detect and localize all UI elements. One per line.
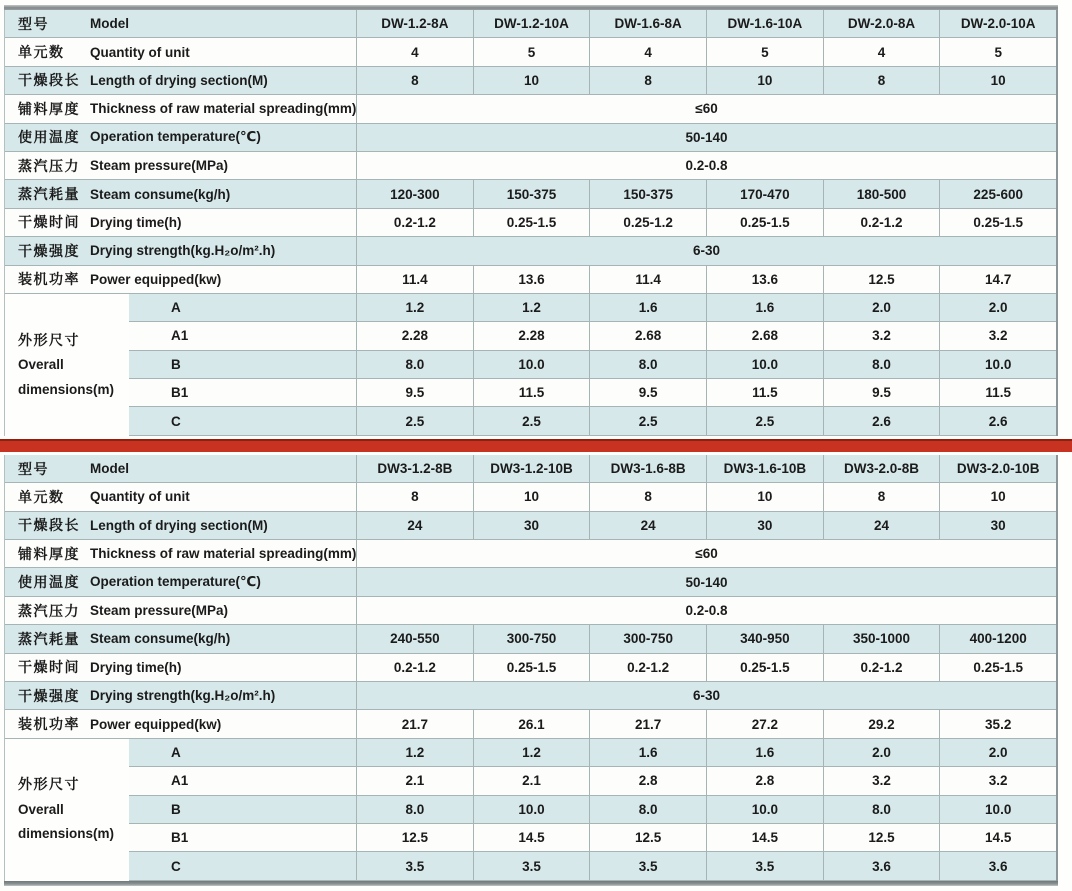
cell-value: 24: [823, 512, 940, 539]
dimension-sub-label: B1: [171, 830, 189, 846]
cell-value: DW3-2.0-8B: [823, 455, 940, 482]
cell-value-span: 6-30: [356, 682, 1056, 709]
dimension-rows: [129, 739, 1056, 881]
row-label-en: Thickness of raw material spreading(mm): [90, 546, 356, 562]
dimension-sub-label: C: [171, 413, 181, 429]
row-label-en: Operation temperature(℃): [90, 574, 261, 590]
dimension-row: [129, 824, 1056, 852]
cell-value: 180-500: [823, 180, 940, 207]
cell-value: 0.2-1.2: [356, 209, 473, 236]
row-label-zh: 干燥段长: [18, 72, 80, 89]
table-row: [5, 180, 1056, 208]
cell-value: 1.2: [356, 294, 473, 321]
cell-value: 2.6: [939, 407, 1056, 434]
cell-value: 10: [706, 67, 823, 94]
row-label-zh: 装机功率: [18, 271, 80, 288]
row-label: [5, 455, 356, 482]
cell-value: 14.5: [473, 824, 590, 851]
spec-table-series-b: [4, 455, 1058, 886]
cell-value: 3.2: [939, 767, 1056, 794]
row-label: [5, 568, 356, 595]
row-label-zh: 蒸汽耗量: [18, 186, 80, 203]
cell-value: 27.2: [706, 710, 823, 737]
row-label-en: Steam consume(kg/h): [90, 186, 231, 202]
cell-value: 11.4: [589, 266, 706, 293]
cell-value: 10.0: [706, 351, 823, 378]
cell-value: 2.68: [589, 322, 706, 349]
cell-value: 2.0: [823, 739, 940, 766]
cell-value: 0.25-1.5: [706, 209, 823, 236]
dimensions-label-en-line2: dimensions(m): [18, 381, 115, 397]
cell-value: 2.8: [589, 767, 706, 794]
cell-value: 5: [939, 38, 1056, 65]
table-row: [5, 654, 1056, 682]
table-b-bottom-border: [4, 881, 1058, 886]
cell-value: 9.5: [823, 379, 940, 406]
cell-value: 5: [473, 38, 590, 65]
cell-value: 4: [356, 38, 473, 65]
dimensions-block: [5, 294, 1056, 436]
dimensions-label-en-line1: Overall: [18, 801, 64, 817]
cell-value: 8.0: [356, 351, 473, 378]
cell-value: 8: [823, 483, 940, 510]
row-label: [5, 483, 356, 510]
row-label-zh: 蒸汽耗量: [18, 630, 80, 647]
cell-value: 10.0: [939, 796, 1056, 823]
row-label-zh: 干燥强度: [18, 687, 80, 704]
row-label-zh: 干燥时间: [18, 659, 80, 676]
cell-value: 120-300: [356, 180, 473, 207]
row-label: [5, 180, 356, 207]
dimension-row: [129, 767, 1056, 795]
table-row: [5, 710, 1056, 738]
row-label-en: Drying strength(kg.H₂o/m².h): [90, 688, 276, 704]
row-label: [5, 625, 356, 652]
cell-value: 0.25-1.5: [939, 654, 1056, 681]
dimension-sub-label: B: [171, 356, 181, 372]
cell-value: 3.6: [823, 852, 940, 879]
cell-value: 0.2-1.2: [356, 654, 473, 681]
dimension-row: [129, 407, 1056, 435]
cell-value: 13.6: [473, 266, 590, 293]
table-row: [5, 682, 1056, 710]
dimension-sub-label: A: [171, 300, 181, 316]
cell-value: 4: [823, 38, 940, 65]
cell-value: 1.6: [706, 739, 823, 766]
cell-value: 10: [939, 483, 1056, 510]
row-label-en: Steam pressure(MPa): [90, 603, 229, 618]
cell-value: 24: [356, 512, 473, 539]
cell-value: 0.25-1.5: [473, 654, 590, 681]
cell-value: 1.2: [356, 739, 473, 766]
cell-value: DW3-1.2-8B: [356, 455, 473, 482]
cell-value: 21.7: [589, 710, 706, 737]
cell-value: 2.68: [706, 322, 823, 349]
cell-value: 10.0: [939, 351, 1056, 378]
spec-table-b-rows: [4, 455, 1058, 881]
dimension-rows: [129, 294, 1056, 436]
table-row: [5, 10, 1056, 38]
cell-value: 3.5: [706, 852, 823, 879]
table-row: [5, 124, 1056, 152]
dimension-row: [129, 739, 1056, 767]
table-row: [5, 266, 1056, 294]
cell-value: 150-375: [473, 180, 590, 207]
cell-value: 0.25-1.5: [939, 209, 1056, 236]
cell-value-span: 0.2-0.8: [356, 597, 1056, 624]
cell-value: 11.5: [939, 379, 1056, 406]
cell-value: DW-2.0-8A: [823, 10, 940, 37]
cell-value: 21.7: [356, 710, 473, 737]
cell-value: 8: [589, 483, 706, 510]
cell-value: 2.28: [473, 322, 590, 349]
cell-value: DW3-2.0-10B: [939, 455, 1056, 482]
cell-value: 3.5: [589, 852, 706, 879]
cell-value: 9.5: [589, 379, 706, 406]
cell-value-span: 50-140: [356, 568, 1056, 595]
cell-value: 2.5: [473, 407, 590, 434]
row-label-en: Model: [90, 461, 129, 477]
row-label-zh: 干燥段长: [18, 517, 80, 534]
dimension-row: [129, 796, 1056, 824]
table-row: [5, 67, 1056, 95]
cell-value-span: 0.2-0.8: [356, 152, 1056, 179]
cell-value: 26.1: [473, 710, 590, 737]
cell-value: 10: [939, 67, 1056, 94]
row-label-zh: 型号: [18, 460, 49, 477]
cell-value: 9.5: [356, 379, 473, 406]
row-label: [5, 209, 356, 236]
table-row: [5, 597, 1056, 625]
cell-value: 1.2: [473, 739, 590, 766]
cell-value: 4: [589, 38, 706, 65]
row-label-zh: 单元数: [18, 488, 65, 505]
table-row: [5, 152, 1056, 180]
cell-value: 340-950: [706, 625, 823, 652]
row-label-zh: 使用温度: [18, 574, 80, 591]
row-label-zh: 使用温度: [18, 129, 80, 146]
dimension-row: [129, 852, 1056, 880]
dimension-row: [129, 322, 1056, 350]
cell-value: 11.4: [356, 266, 473, 293]
row-label-en: Length of drying section(M): [90, 72, 268, 88]
row-label-en: Drying time(h): [90, 659, 182, 675]
row-label: [5, 266, 356, 293]
dimension-row: [129, 351, 1056, 379]
row-label-en: Steam consume(kg/h): [90, 631, 231, 647]
row-label-zh: 蒸汽压力: [18, 602, 80, 619]
cell-value-span: 6-30: [356, 237, 1056, 264]
row-label: [5, 38, 356, 65]
table-row: [5, 540, 1056, 568]
cell-value: 0.2-1.2: [589, 654, 706, 681]
cell-value: 2.1: [356, 767, 473, 794]
dimension-sub-label: B1: [171, 385, 189, 401]
row-label: [5, 10, 356, 37]
cell-value: 24: [589, 512, 706, 539]
row-label-en: Steam pressure(MPa): [90, 158, 229, 174]
dimension-row: [129, 294, 1056, 322]
dimensions-label-zh: 外形尺寸: [18, 331, 80, 348]
cell-value: 12.5: [823, 266, 940, 293]
dimensions-label: [5, 739, 129, 881]
cell-value: 1.6: [706, 294, 823, 321]
cell-value: 11.5: [473, 379, 590, 406]
cell-value: 10: [473, 483, 590, 510]
cell-value: 8.0: [823, 796, 940, 823]
cell-value: 350-1000: [823, 625, 940, 652]
table-row: [5, 625, 1056, 653]
table-row: [5, 209, 1056, 237]
cell-value: 300-750: [589, 625, 706, 652]
red-divider: [0, 439, 1072, 452]
cell-value: 10: [706, 483, 823, 510]
cell-value: 13.6: [706, 266, 823, 293]
cell-value: 300-750: [473, 625, 590, 652]
cell-value: 30: [473, 512, 590, 539]
row-label: [5, 124, 356, 151]
cell-value: 35.2: [939, 710, 1056, 737]
cell-value: 2.6: [823, 407, 940, 434]
row-label-en: Drying time(h): [90, 214, 182, 230]
cell-value-span: ≤60: [356, 540, 1056, 567]
row-label: [5, 710, 356, 737]
cell-value: 3.5: [473, 852, 590, 879]
cell-value: 2.5: [706, 407, 823, 434]
cell-value: DW3-1.6-10B: [706, 455, 823, 482]
row-label-zh: 铺料厚度: [18, 545, 80, 562]
dimensions-label-en-line1: Overall: [18, 357, 64, 373]
cell-value: 29.2: [823, 710, 940, 737]
cell-value: 8: [589, 67, 706, 94]
cell-value: 14.5: [706, 824, 823, 851]
row-label-en: Model: [90, 16, 129, 32]
row-label: [5, 152, 356, 179]
row-label-zh: 铺料厚度: [18, 100, 80, 117]
cell-value: 11.5: [706, 379, 823, 406]
cell-value: 8: [356, 483, 473, 510]
cell-value: 10.0: [706, 796, 823, 823]
cell-value: 30: [939, 512, 1056, 539]
cell-value: 5: [706, 38, 823, 65]
row-label-en: Thickness of raw material spreading(mm): [90, 101, 356, 117]
table-row: [5, 568, 1056, 596]
dimensions-block: [5, 739, 1056, 881]
cell-value: 3.2: [939, 322, 1056, 349]
row-label: [5, 597, 356, 624]
cell-value: 14.5: [939, 824, 1056, 851]
row-label: [5, 95, 356, 122]
cell-value: 8: [823, 67, 940, 94]
table-row: [5, 512, 1056, 540]
row-label-en: Quantity of unit: [90, 44, 190, 60]
cell-value: DW3-1.6-8B: [589, 455, 706, 482]
cell-value: 0.25-1.5: [706, 654, 823, 681]
cell-value: 0.25-1.5: [473, 209, 590, 236]
row-label-zh: 单元数: [18, 44, 65, 61]
dimension-row: [129, 379, 1056, 407]
cell-value: 3.5: [356, 852, 473, 879]
cell-value: 0.2-1.2: [823, 209, 940, 236]
cell-value: 2.0: [939, 294, 1056, 321]
dimension-sub-label: A1: [171, 773, 189, 789]
table-row: [5, 95, 1056, 123]
cell-value: 2.28: [356, 322, 473, 349]
cell-value: DW3-1.2-10B: [473, 455, 590, 482]
cell-value: 8: [356, 67, 473, 94]
row-label: [5, 67, 356, 94]
cell-value: 2.5: [356, 407, 473, 434]
cell-value: 10.0: [473, 796, 590, 823]
row-label-zh: 装机功率: [18, 716, 80, 733]
dimensions-label: [5, 294, 129, 436]
cell-value: 1.6: [589, 739, 706, 766]
cell-value: 2.8: [706, 767, 823, 794]
cell-value: 0.25-1.2: [589, 209, 706, 236]
table-row: [5, 483, 1056, 511]
cell-value: 3.2: [823, 322, 940, 349]
cell-value: 14.7: [939, 266, 1056, 293]
cell-value: DW-1.2-10A: [473, 10, 590, 37]
row-label: [5, 512, 356, 539]
row-label: [5, 682, 356, 709]
row-label-en: Operation temperature(℃): [90, 129, 261, 145]
cell-value: 30: [706, 512, 823, 539]
row-label: [5, 654, 356, 681]
row-label-en: Length of drying section(M): [90, 517, 268, 533]
cell-value: 240-550: [356, 625, 473, 652]
cell-value: 225-600: [939, 180, 1056, 207]
cell-value: 3.6: [939, 852, 1056, 879]
cell-value: 400-1200: [939, 625, 1056, 652]
cell-value: 1.6: [589, 294, 706, 321]
cell-value: 10: [473, 67, 590, 94]
dimensions-label-zh: 外形尺寸: [18, 776, 80, 793]
cell-value: 8.0: [589, 796, 706, 823]
cell-value: 12.5: [356, 824, 473, 851]
cell-value: 2.5: [589, 407, 706, 434]
row-label-zh: 干燥时间: [18, 214, 80, 231]
cell-value: 3.2: [823, 767, 940, 794]
cell-value: 1.2: [473, 294, 590, 321]
cell-value: DW-2.0-10A: [939, 10, 1056, 37]
cell-value: DW-1.6-8A: [589, 10, 706, 37]
row-label-en: Power equipped(kw): [90, 271, 222, 287]
dimensions-label-en-line2: dimensions(m): [18, 826, 115, 842]
dimension-sub-label: B: [171, 801, 181, 817]
cell-value-span: 50-140: [356, 124, 1056, 151]
row-label-en: Power equipped(kw): [90, 716, 222, 732]
cell-value: 8.0: [589, 351, 706, 378]
row-label-zh: 蒸汽压力: [18, 157, 80, 174]
spec-table-a-rows: [4, 10, 1058, 436]
cell-value: 10.0: [473, 351, 590, 378]
cell-value: 2.1: [473, 767, 590, 794]
cell-value: 8.0: [356, 796, 473, 823]
table-row: [5, 38, 1056, 66]
row-label: [5, 237, 356, 264]
cell-value: 12.5: [823, 824, 940, 851]
cell-value: 12.5: [589, 824, 706, 851]
cell-value: 170-470: [706, 180, 823, 207]
cell-value: 2.0: [939, 739, 1056, 766]
dimension-sub-label: A: [171, 744, 181, 760]
table-row: [5, 455, 1056, 483]
cell-value: 8.0: [823, 351, 940, 378]
cell-value: DW-1.2-8A: [356, 10, 473, 37]
cell-value: 150-375: [589, 180, 706, 207]
row-label-en: Quantity of unit: [90, 489, 190, 505]
cell-value: DW-1.6-10A: [706, 10, 823, 37]
cell-value: 0.2-1.2: [823, 654, 940, 681]
dimension-sub-label: C: [171, 858, 181, 874]
row-label-zh: 型号: [18, 15, 49, 32]
cell-value-span: ≤60: [356, 95, 1056, 122]
table-row: [5, 237, 1056, 265]
cell-value: 2.0: [823, 294, 940, 321]
spec-table-series-a: [4, 5, 1058, 436]
row-label-en: Drying strength(kg.H₂o/m².h): [90, 243, 276, 259]
row-label-zh: 干燥强度: [18, 242, 80, 259]
dimension-sub-label: A1: [171, 328, 189, 344]
row-label: [5, 540, 356, 567]
